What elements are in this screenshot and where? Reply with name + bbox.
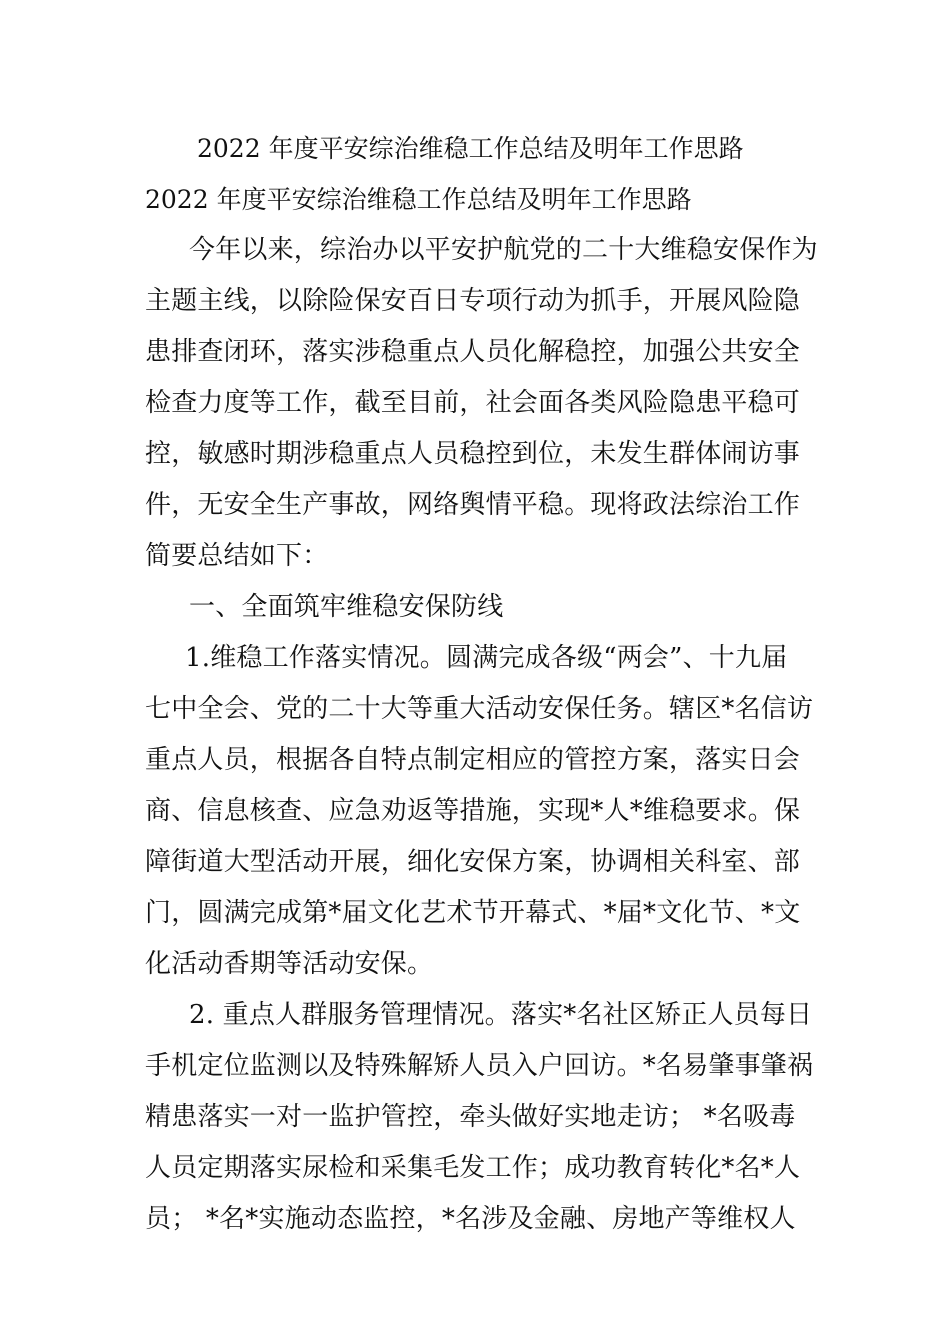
- document-title: 2022 年度平安综治维稳工作总结及明年工作思路: [197, 134, 744, 163]
- paragraph-line: 化活动香期等活动安保。: [145, 949, 434, 979]
- paragraph-line: 主题主线，以除险保安百日专项行动为抓手，开展风险隐: [145, 286, 801, 316]
- paragraph-line: 1.维稳工作落实情况。圆满完成各级“两会”、十九届: [185, 643, 788, 673]
- paragraph-line: 今年以来，综治办以平安护航党的二十大维稳安保作为: [189, 235, 818, 265]
- paragraph-line: 重点人员，根据各自特点制定相应的管控方案，落实日会: [145, 745, 801, 775]
- paragraph-line: 七中全会、党的二十大等重大活动安保任务。辖区*名信访: [145, 694, 814, 724]
- paragraph-line: 控，敏感时期涉稳重点人员稳控到位，未发生群体闹访事: [145, 439, 801, 469]
- paragraph-line: 精患落实一对一监护管控，牵头做好实地走访； *名吸毒: [145, 1102, 796, 1132]
- paragraph-line: 件，无安全生产事故，网络舆情平稳。现将政法综治工作: [145, 490, 801, 520]
- paragraph-line: 2. 重点人群服务管理情况。落实*名社区矫正人员每日: [189, 1000, 813, 1030]
- paragraph-intro: [145, 225, 818, 582]
- paragraph-item-2: [145, 990, 814, 1245]
- paragraph-item-1: [145, 633, 814, 990]
- document-body: [145, 123, 818, 1245]
- section-heading: [145, 582, 805, 633]
- paragraph-line: 障街道大型活动开展，细化安保方案，协调相关科室、部: [145, 847, 801, 877]
- paragraph-line: 简要总结如下：: [145, 541, 329, 571]
- paragraph-line: 员； *名*实施动态监控，*名涉及金融、房地产等维权人: [145, 1204, 796, 1234]
- paragraph-line: 检查力度等工作，截至目前，社会面各类风险隐患平稳可: [145, 388, 801, 418]
- paragraph-line: 门，圆满完成第*届文化艺术节开幕式、*届*文化节、*文: [145, 898, 801, 928]
- section-heading-text: 一、全面筑牢维稳安保防线: [189, 592, 504, 622]
- paragraph-line: 商、信息核查、应急劝返等措施，实现*人*维稳要求。保: [145, 796, 801, 826]
- paragraph-line: 手机定位监测以及特殊解矫人员入户回访。*名易肇事肇祸: [145, 1051, 814, 1081]
- paragraph-line: 人员定期落实尿检和采集毛发工作；成功教育转化*名*人: [145, 1153, 801, 1183]
- paragraph-line: 患排查闭环，落实涉稳重点人员化解稳控，加强公共安全: [145, 337, 801, 367]
- document-subtitle: 2022 年度平安综治维稳工作总结及明年工作思路: [145, 185, 692, 214]
